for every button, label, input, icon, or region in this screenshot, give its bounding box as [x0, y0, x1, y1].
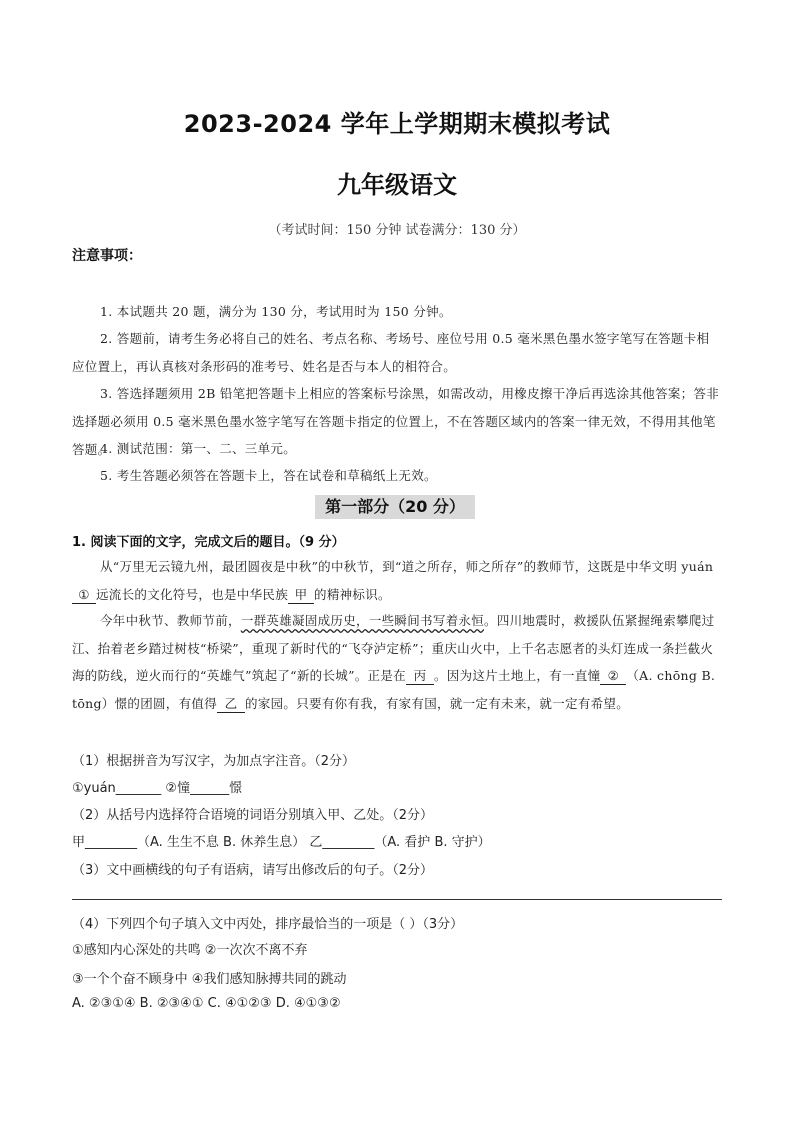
passage-text: 从“万里无云镜九州，最团圆夜是中秋”的中秋节，到“道之所存，师之所存”的教师节，这既是中华文明 yuán: [100, 559, 714, 574]
option-row-1: ①感知内心深处的共鸣 ②一次次不离不弃: [72, 943, 308, 958]
passage-text: （A. chōng B. tōng）憬的团圆，有值得: [72, 668, 716, 711]
blank-yi: 乙: [217, 696, 245, 713]
passage-text: 远流长的文化符号，也是中华民族: [96, 586, 289, 602]
passage-text: 。四川地震时，救援队伍紧握绳索攀爬过江、抬着老乡踏过树枝“桥梁”，重现了新时代的“飞夺泸定桥”；重庆山火中，上千名志愿者的头灯连成一条拦截火海的防线，逆火而行的“英雄气”筑起了“新的长城”。正是在: [72, 613, 715, 683]
notes-heading: 注意事项：: [72, 248, 142, 264]
question-heading: 1. 阅读下面的文字，完成文后的题目。（9 分）: [72, 535, 345, 550]
sub-question-3: （3）文中画横线的句子有语病，请写出修改后的句子。（2分）: [72, 863, 434, 878]
underlined-sentence: 一群英雄凝固成历史，一些瞬间书写着永恒: [240, 613, 485, 628]
passage-text: 。因为这片土地上，有一直憧: [433, 668, 601, 683]
note-item: 5. 考生答题必须答在答题卡上，答在试卷和草稿纸上无效。: [100, 468, 437, 483]
passage-paragraph-2: [72, 607, 722, 717]
answer-line: [72, 899, 722, 900]
note-item: 1. 本试题共 20 题，满分为 130 分，考试用时为 150 分钟。: [100, 304, 452, 319]
blank-bing: 丙: [406, 668, 434, 685]
exam-info: （考试时间：150 分钟 试卷满分：130 分）: [268, 223, 526, 238]
section-title: 第一部分（20 分）: [315, 495, 475, 519]
option-row-2: ③一个个奋不顾身中 ④我们感知脉搏共同的跳动: [72, 972, 347, 987]
exam-title: 2023-2024 学年上学期期末模拟考试: [183, 110, 611, 138]
sub-question-2: （2）从括号内选择符合语境的词语分别填入甲、乙处。（2分）: [72, 808, 434, 823]
sub-question-2-answers: 甲________（A. 生生不息 B. 休养生息） 乙________（A. 看护 B. 守护）: [72, 835, 491, 850]
blank-2: ②: [600, 668, 626, 685]
blank-jia: 甲: [288, 587, 314, 604]
blank-1: ①: [72, 587, 96, 604]
exam-subtitle: 九年级语文: [337, 171, 457, 199]
passage-text: 今年中秋节、教师节前，: [100, 613, 241, 628]
note-item: 3. 答选择题须用 2B 铅笔把答题卡上相应的答案标号涂黑，如需改动，用橡皮擦干净后再选涂其他答案；答非选择题必须用 0.5 毫米黑色墨水签字笔写在答题卡指定的位置上，不在答题区域内的答案一律无效，不得用其他笔答题。: [72, 386, 720, 457]
passage-text: 的家园。只要有你有我，有家有国，就一定有未来，就一定有希望。: [245, 695, 630, 711]
sub-question-1: （1）根据拼音为写汉字，为加点字注音。（2分）: [72, 754, 356, 769]
passage-text: 的精神标识。: [314, 586, 391, 602]
answer-choices: A. ②③①④ B. ②③④① C. ④①②③ D. ④①③②: [72, 996, 341, 1011]
note-item: 2. 答题前，请考生务必将自己的姓名、考点名称、考场号、座位号用 0.5 毫米黑色墨水签字笔写在答题卡相应位置上，再认真核对条形码的准考号、姓名是否与本人的相符合。: [72, 331, 710, 374]
sub-question-1-answers: ①yuán_______ ②憧______憬: [72, 781, 243, 796]
note-item: 4. 测试范围：第一、二、三单元。: [100, 441, 297, 456]
sub-question-4: （4）下列四个句子填入文中丙处，排序最恰当的一项是（ ）（3分）: [72, 917, 464, 932]
passage-paragraph-1: [72, 553, 722, 608]
